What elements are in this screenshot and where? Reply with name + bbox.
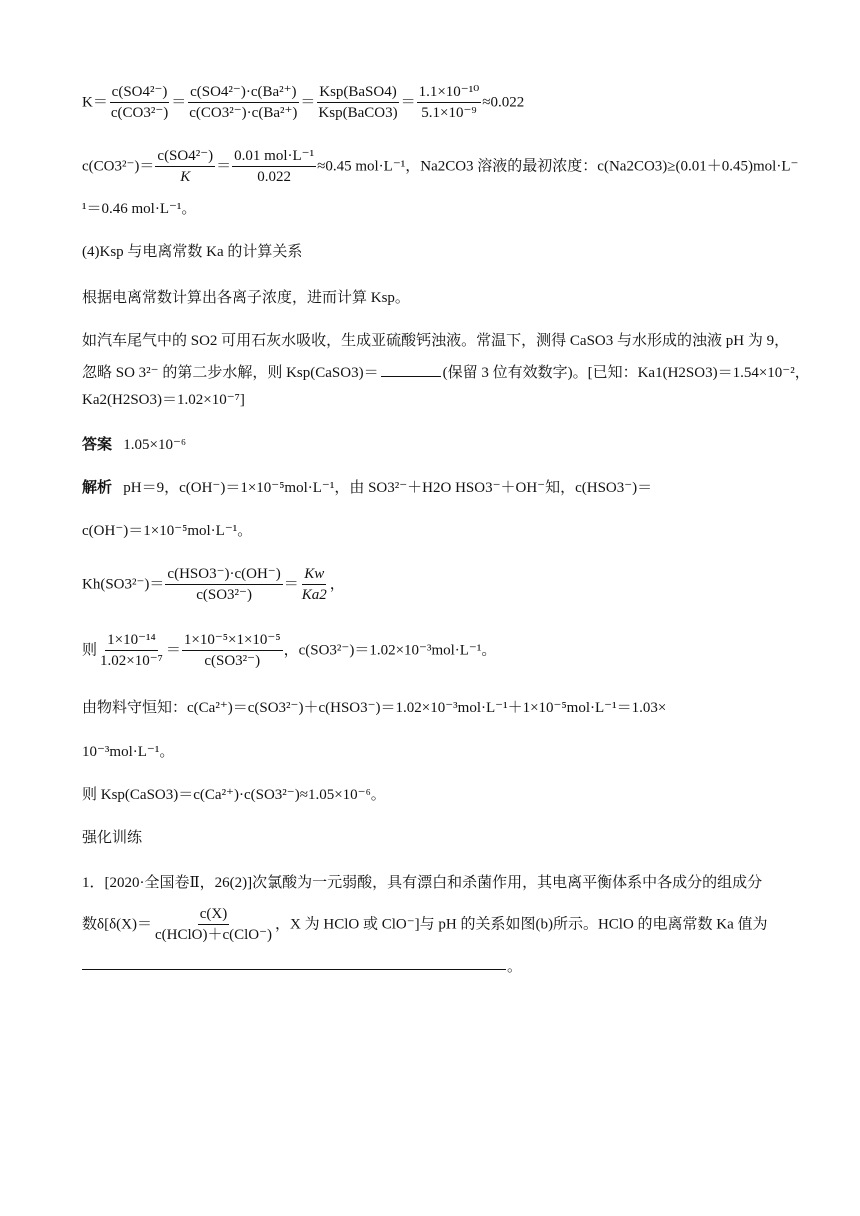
text-line: 由物料守恒知：c(Ca²⁺)＝c(SO3²⁻)＋c(HSO3⁻)＝1.02×10⁻³mol·L⁻¹＋1×10⁻⁵mol·L⁻¹＝1.03× (82, 700, 667, 716)
text-line: 根据电离常数计算出各离子浓度，进而计算 Ksp。 (82, 290, 410, 306)
section-heading: (4)Ksp 与电离常数 Ka 的计算关系 (82, 244, 303, 260)
k-expression-line: K＝ $\frac{\text{c(SO4²⁻)}}{\text{c(CO3²⁻)}}$ ＝ $\frac{\text{c(SO4²⁻)·c(Ba²⁺)}}{\text{c(CO3²⁻)·c(Ba²⁺)}}$ ＝ $\frac{\text{Ksp(BaSO4)}}{\text{Ksp(BaCO3)}}$ ＝ $\frac{\text{1.1×10⁻¹⁰}}{\text{5.1×10⁻⁹}}$ ≈0.022 (82, 84, 525, 121)
ratio-expression-line: 则 $\frac{\text{1×10⁻¹⁴}}{\text{1.02×10⁻⁷}}$ ＝ $\frac{\text{1×10⁻⁵×1×10⁻⁵}}{\text{c(SO3²⁻)}}$ ，c(SO3²⁻)＝1.02×10⁻³mol·L⁻¹。 (82, 632, 497, 669)
fraction: $\frac{\text{1×10⁻⁵×1×10⁻⁵}}{\text{c(SO3²⁻)}}$ (183, 632, 281, 669)
fraction: $\frac{\text{c(SO4²⁻)}}{K}$ (157, 148, 214, 185)
fraction: $\frac{\text{0.01 mol·L⁻¹}}{0.022}$ (234, 148, 315, 185)
fraction: $\frac{c(X)}{\text{c(HClO)＋c(ClO⁻)}}$ (154, 906, 273, 943)
co3-concentration-line: c(CO3²⁻)＝ $\frac{\text{c(SO4²⁻)}}{K}$ ＝ $\frac{\text{0.01 mol·L⁻¹}}{0.022}$ ≈0.45 mol·L⁻¹，Na2CO3 溶液的最初浓度：c(Na2CO3)≥(0.01＋0.45)mol·L⁻ (82, 148, 799, 185)
text-line: c(OH⁻)＝1×10⁻⁵mol·L⁻¹。 (82, 523, 253, 539)
text-line: 。 (507, 959, 523, 975)
answer-label: 答案 (82, 437, 113, 453)
problem-text: 如汽车尾气中的 SO2 可用石灰水吸收，生成亚硫酸钙浊液。常温下，测得 CaSO3 与水形成的浊液 pH 为 9， (82, 333, 790, 349)
answer-value: 1.05×10⁻⁶ (123, 437, 187, 453)
answer-line (82, 436, 186, 454)
kh-expression-line: Kh(SO3²⁻)＝ $\frac{\text{c(HSO3⁻)·c(OH⁻)}}{\text{c(SO3²⁻)}}$ ＝ $\frac{Kw}{Ka2}$ ， (82, 566, 345, 603)
fraction: $\frac{\text{Ksp(BaSO4)}}{\text{Ksp(BaCO3)}}$ (318, 84, 398, 121)
text-line: ¹＝0.46 mol·L⁻¹。 (82, 201, 197, 217)
fraction: $\frac{\text{c(SO4²⁻)}}{\text{c(CO3²⁻)}}$ (110, 84, 169, 121)
exercise-text: 1．[2020·全国卷Ⅱ，26(2)]次氯酸为一元弱酸，具有漂白和杀菌作用，其电离平衡体系中各成分的组成分 (82, 875, 763, 891)
problem-text: 忽略 SO 3²⁻ 的第二步水解，则 Ksp(CaSO3)＝ (保留 3 位有效数字)。[已知：Ka1(H2SO3)＝1.54×10⁻²， (82, 362, 810, 382)
fraction: $\frac{\text{c(HSO3⁻)·c(OH⁻)}}{\text{c(SO3²⁻)}}$ (167, 566, 281, 603)
k-prefix: K＝ (82, 94, 108, 111)
fraction: $\frac{\text{c(SO4²⁻)·c(Ba²⁺)}}{\text{c(CO3²⁻)·c(Ba²⁺)}}$ (189, 84, 298, 121)
fraction: $\frac{Kw}{Ka2}$ (301, 566, 327, 603)
problem-text: Ka2(H2SO3)＝1.02×10⁻⁷] (82, 392, 245, 408)
fraction: $\frac{\text{1×10⁻¹⁴}}{\text{1.02×10⁻⁷}}$ (100, 632, 163, 669)
analysis-line: 解析 pH＝9，c(OH⁻)＝1×10⁻⁵mol·L⁻¹，由 SO3²⁻＋H2O HSO3⁻＋OH⁻知，c(HSO3⁻)＝ (82, 480, 653, 496)
answer-blank[interactable] (381, 362, 441, 377)
analysis-label: 解析 (82, 480, 113, 496)
text-line: 10⁻³mol·L⁻¹。 (82, 744, 175, 760)
section-heading: 强化训练 (82, 830, 143, 846)
fraction: $\frac{\text{1.1×10⁻¹⁰}}{\text{5.1×10⁻⁹}}$ (418, 84, 480, 121)
text-line: 则 Ksp(CaSO3)＝c(Ca²⁺)·c(SO3²⁻)≈1.05×10⁻⁶。 (82, 787, 386, 803)
answer-blank[interactable] (82, 969, 506, 970)
exercise-fraction-line: 数δ[δ(X)＝ $\frac{c(X)}{\text{c(HClO)＋c(ClO⁻)}}$ ，X 为 HClO 或 ClO⁻]与 pH 的关系如图(b)所示。HClO 的电离常数 Ka 值为 (82, 906, 768, 943)
